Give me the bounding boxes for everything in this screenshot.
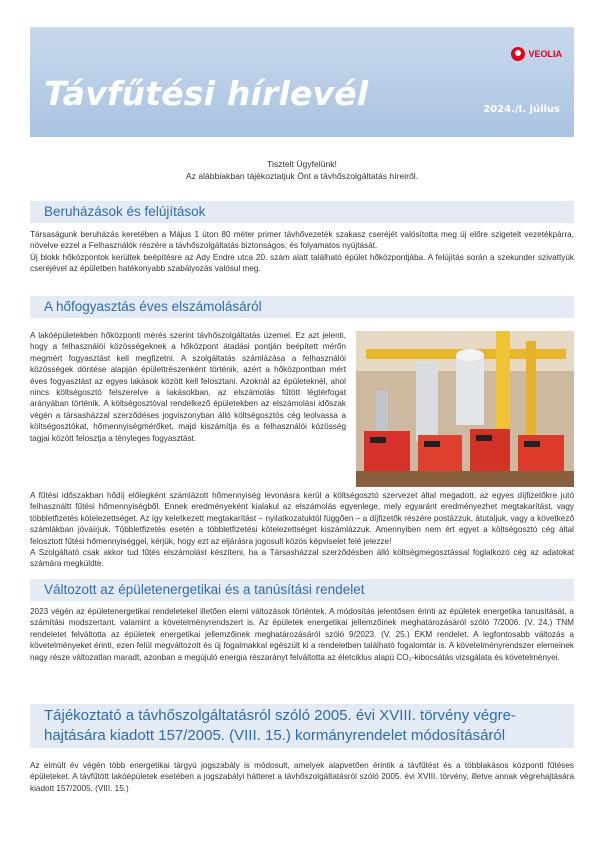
paragraph: 2023 végén az épületenergetikai rendeletekel illetően elemi változások történtek. A módosítás jelentősen érinti az épületek energetika tanusítását, a számítási modszertant, valamint a követelményrendszert is. Az épületek energetikai jellemzőinek meghatározásáról szóló 7/2006. (V. 24.) TNM rendeletet felváltotta az épületek energetikai jellemzőinek meghatározásáról szóló 9/2023. (V. 25.) ÉKM rendelet. A legfontosabb változás a követelményeket érinti, ezen felül megváltozott és új fogalmakkal egészült ki a rendeletben található fogalomtár is. A követelményrendszer elemeinek nagy része változatlan maradt, azonban a megújuló energia részarányt felváltotta az életciklus alapú CO₂-kibocsátás vizsgálata és követelményei. (30, 607, 574, 662)
veolia-logo (511, 47, 562, 61)
paragraph: Az elmúlt év végén több energetikai tárgyú jogszabály is módosult, amelyek alapvetően érintik a távfűtést és a többlakásos központi fűtéses épületeket. A távfűtött lakóépületek esetében a jogszabályi hátteret a távhőszolgáltatásról szóló 2005. évi XVIII. törvény, illetve annak végrehajtására kiadott 157/2005. (VIII. 15.) (30, 761, 574, 793)
boiler-room-photo (356, 331, 574, 487)
greeting-line-2: Az alábbiakban tájékoztatjuk Önt a távhőszolgáltatás híreiről. (185, 171, 419, 181)
issue-label: 2024./I. július (483, 104, 560, 115)
section-heading-heat-billing: A hőfogyasztás éves elszámolásáról (30, 296, 574, 318)
section-heading-district-heating-law: Tájékoztató a távhőszolgáltatásról szóló 2005. évi XVIII. törvény végre- hajtására kiadott 157/2005. (VIII. 15.) kormányrendelet módosításáról (30, 704, 574, 748)
veolia-logo-icon (511, 47, 525, 61)
section-body-investments (30, 229, 574, 275)
boiler-room-illustration (356, 331, 574, 487)
section-body-heat-billing-column: A lakóépületekben hőközponti mérés szerint távhőszolgáltatás üzemel. Ez azt jelenti, hogy a felhasználói közösségeknek a hőközpont átadási pontján beépített mérőn megmért fogyasztást kell megfizetni. A szolgáltatás számlázása a felhasználói közösségek döntése alapján épülettrészenként történik, azért a hőközpontban mért éves fogyasztást az egyes lakások között kell felosztani. Azoknál az épületeknél, ahol nincs költségosztó felszerelve a lakásokban, az elszámolás fűtött légtérfogat arányában történik. A költségosztóval rendelkező épületekben az elszámolási időszak végén a társasházzal szerződéses jogviszonyban álló költségosztós cég leolvassa a költségosztókat, hőmennyiségmérőket, majd kiszámítja és a felhasználói közösség tagjai között felosztja a tényleges fogyasztást. (30, 331, 346, 443)
paragraph: Új blokk hőközpontok kerültek beépítésre az Ady Endre utca 20. szám alatt található épület hőközpontjába. A felújítás során a szekunder szivattyúk cseréjével az épületben hatékonyabb szabályozás valósul meg. (30, 252, 574, 274)
newsletter-title: Távfűtési hírlevél (44, 74, 369, 113)
paragraph: A fűtési időszakban hődíj előlegként számlázott hőmennyiség levonásra kerül a költségosztó szervezet által megadott, az egyes díjfizetőkre jutó felhasználtt fűtési hőmennyiségből. Ennek eredményeként kialakul az elszámolás egyenlege, mely egyaránt eredményezhet megtakarítást, vagy többletfizetés kötelezettséget. Az így keletkezett megtakarítást – nyilatkozatuktól függően – a díjfizetők részére postázzuk, átutaljuk, vagy a következő számlákban jóváírjuk. Többletfizetés esetén a többletfizetési kötelezettséget kiszámlázzuk. Amennyiben nem ért egyet a költségosztó cég által felosztott fűtési hőmennyiséggel, kérjük, hogy ezt az eljárásra jogosult közös képviselet felé jelezze! (30, 491, 574, 546)
newsletter-header (30, 27, 574, 137)
paragraph: A Szolgáltató csak akkor tud fűtés elszámolást készíteni, ha a Társasházzal szerződésben álló költségmegosztással foglalkozó cég az adatokat számára megküldte. (30, 548, 574, 569)
greeting-line-1: Tisztelt Ügyfelünk! (267, 159, 337, 169)
greeting (30, 158, 574, 182)
section-body-heat-billing-full (30, 490, 574, 570)
section-body-district-heating-law (30, 760, 574, 794)
section-heading-investments: Beruházások és felújítások (30, 201, 574, 223)
paragraph: Társaságunk beruházás keretében a Május 1 úton 80 méter primer távhővezeték szakasz cseréjét valósította meg új előre szigetelt vezetékpárra, növelve ezzel a Felhasználók részére a távhőszolgáltatás biztonságos, és folyamatos nyújtását. (30, 230, 574, 251)
veolia-logo-text: VEOLIA (528, 49, 562, 59)
section-heading-building-energy: Változott az épületenergetikai és a tanúsítási rendelet (30, 579, 574, 601)
section-body-building-energy (30, 606, 574, 663)
